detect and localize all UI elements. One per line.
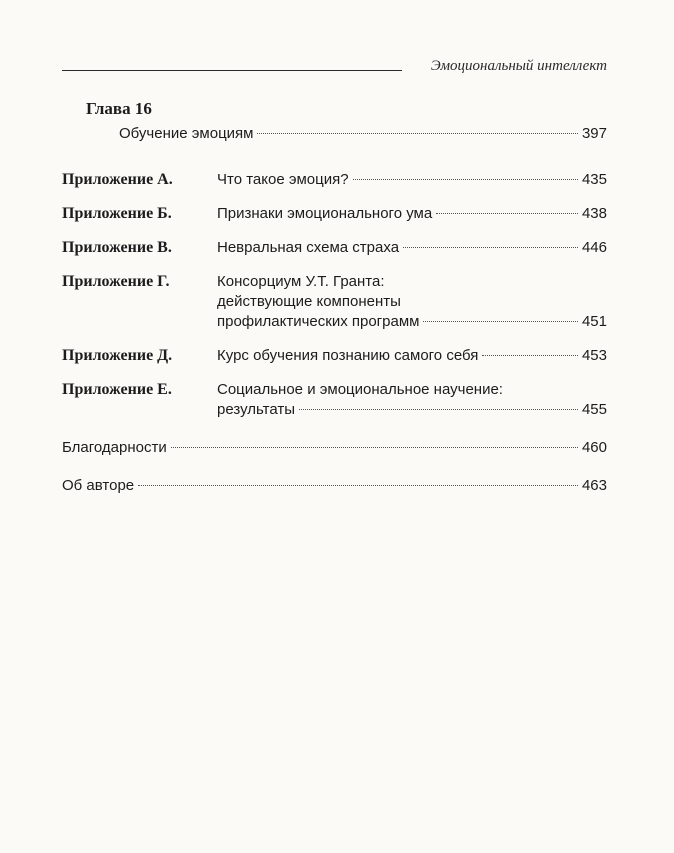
toc-entry-appendix-g[interactable]	[62, 272, 607, 332]
dot-leader	[423, 321, 578, 322]
table-of-contents	[62, 98, 607, 496]
dot-leader	[403, 247, 578, 248]
toc-entry-appendix-a[interactable]	[62, 170, 607, 190]
appendix-title: Курс обучения познанию самого себя	[217, 347, 479, 364]
page-number: 397	[581, 125, 607, 142]
dot-leader	[171, 447, 578, 448]
page-number: 451	[581, 313, 607, 330]
appendix-label: Приложение А.	[62, 171, 173, 188]
dot-leader	[482, 355, 578, 356]
appendix-title-line: Консорциум У.Т. Гранта:	[217, 273, 385, 290]
page-number: 455	[581, 401, 607, 418]
toc-entry-appendix-b[interactable]	[62, 204, 607, 224]
appendix-title-line: результаты	[217, 401, 295, 418]
appendix-label: Приложение Е.	[62, 381, 172, 398]
page-number: 463	[581, 477, 607, 494]
dot-leader	[353, 179, 578, 180]
dot-leader	[138, 485, 578, 486]
running-head	[62, 56, 607, 80]
back-matter-title: Об авторе	[62, 477, 135, 494]
appendix-label: Приложение Д.	[62, 347, 173, 364]
appendix-title-line: профилактических программ	[217, 313, 420, 330]
appendix-label: Приложение Г.	[62, 273, 170, 290]
appendix-title-line: Социальное и эмоциональное научение:	[217, 381, 503, 398]
appendix-title: Что такое эмоция?	[217, 171, 349, 188]
toc-entry-appendix-e[interactable]	[62, 380, 607, 420]
running-head-title: Эмоциональный интеллект	[430, 58, 607, 74]
page-number: 460	[581, 439, 607, 456]
back-matter-title: Благодарности	[62, 439, 167, 456]
page-number: 453	[581, 347, 607, 364]
dot-leader	[257, 133, 577, 134]
appendix-title-line: действующие компоненты	[217, 293, 401, 310]
chapter-title: Обучение эмоциям	[119, 125, 254, 142]
dot-leader	[299, 409, 578, 410]
appendix-title: Признаки эмоционального ума	[217, 205, 433, 222]
toc-entry-appendix-d[interactable]	[62, 346, 607, 366]
toc-entry-acknowledgements[interactable]	[62, 438, 607, 458]
page-number: 446	[581, 239, 607, 256]
toc-entry-about-author[interactable]	[62, 476, 607, 496]
toc-entry-appendix-v[interactable]	[62, 238, 607, 258]
dot-leader	[436, 213, 578, 214]
appendix-title: Невральная схема страха	[217, 239, 400, 256]
page-number: 438	[581, 205, 607, 222]
header-rule	[62, 70, 402, 71]
page-number: 435	[581, 171, 607, 188]
appendix-label: Приложение В.	[62, 239, 172, 256]
appendix-label: Приложение Б.	[62, 205, 172, 222]
chapter-label: Глава 16	[86, 99, 152, 118]
toc-entry-chapter-16[interactable]	[62, 124, 607, 144]
